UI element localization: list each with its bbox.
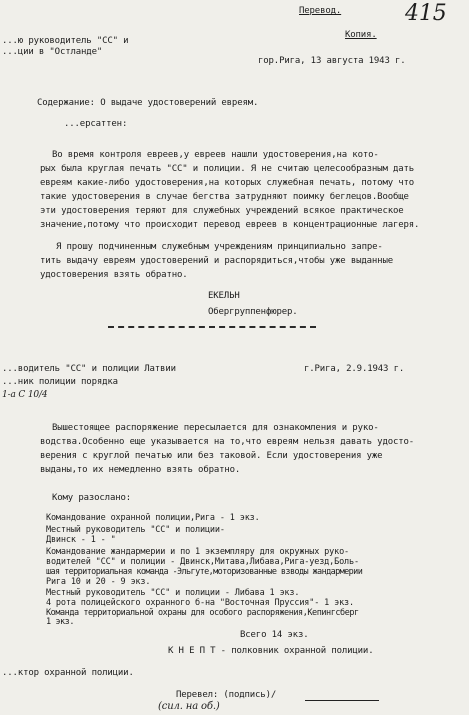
translator-label: Перевел: (подпись)/ (176, 690, 277, 700)
letter2-para1-line: водства.Особенно еще указывается на то,что евреям нельзя давать удосто- (40, 437, 415, 447)
distribution-item: Командование охранной полиции,Рига - 1 экз. (46, 513, 260, 523)
distribution-heading: Кому разослано: (52, 493, 132, 503)
letter2-para1-line: Вышестоящее распоряжение пересылается для ознакомления и руко- (52, 423, 379, 433)
addressee-line-2: ...ции в "Остланде" (2, 47, 103, 57)
page-number: 415 (405, 1, 447, 26)
place-date-2: г.Рига, 2.9.1943 г. (304, 364, 405, 374)
salutation: ...ерсаттен: (64, 119, 128, 129)
distribution-item: Команда территориальной охраны для особого распоряжения,Кепингсберг (46, 608, 359, 618)
total-copies: Всего 14 экз. (240, 630, 309, 640)
section-divider (108, 326, 316, 328)
distribution-item: Двинск - 1 - " (46, 535, 116, 545)
subject-line: Содержание: О выдаче удостоверений евреям. (37, 98, 259, 108)
signature-line (305, 700, 379, 701)
place-date-1: гор.Рига, 13 августа 1943 г. (258, 56, 406, 66)
letter1-para1-line: такие удостоверения в случае бегства затрудняют поимку беглецов.Вообще (40, 192, 409, 202)
addressee-line-1: ...ю руководитель "СС" и (2, 36, 129, 46)
distribution-item: Местный руководитель "СС" и полиции - Либава 1 экз. (46, 588, 300, 598)
letter2-header-line-2: ...ник полиции порядка (2, 377, 118, 387)
letter1-para2-line: Я прошу подчиненным служебным учреждениям принципиально запре- (56, 242, 383, 252)
letter1-para1-line: Во время контроля евреев,у евреев нашли удостоверения,на кото- (52, 150, 379, 160)
signer-rank: Обергруппенфюрер. (208, 307, 298, 317)
distribution-item: 1 экз. (46, 617, 75, 627)
perevod-label: Перевод. (299, 6, 342, 16)
letter1-para1-line: эти удостоверения теряют для служебных учреждений всякое практическое (40, 206, 404, 216)
letter2-footer-left: ...ктор охранной полиции. (2, 668, 134, 678)
handwritten-note: (сил. на об.) (158, 701, 220, 712)
letter1-para2-line: тить выдачу евреям удостоверений и распорядиться,чтобы уже выданные (40, 256, 393, 266)
distribution-item: Командование жандармерии и по 1 экземпляру для окружных руко- (46, 547, 350, 557)
letter1-para1-line: евреям какие-либо удостоверения,на которых служебная печать, потому что (40, 178, 415, 188)
letter2-header-line-1: ...водитель "СС" и полиции Латвии (2, 364, 176, 374)
distribution-item: 4 рота полицейского охранного б-на "Восточная Пруссия"- 1 экз. (46, 598, 354, 608)
distribution-item: водителей "СС" и полиции - Двинск,Митава,Либава,Рига-уезд,Боль- (46, 557, 359, 567)
letter1-para1-line: значение,потому что происходит перевод евреев в концентрационные лагеря. (40, 220, 420, 230)
distribution-item: шая территориальная команда -Эльгуте,моторизованные взводы жандармерии (46, 567, 363, 577)
letter2-para1-line: верения с круглой печатью или без таковой. Если удостоверения уже (40, 451, 383, 461)
letter2-signature: К Н Е П Т - полковник охранной полиции. (168, 646, 374, 656)
distribution-item: Рига 10 и 20 - 9 экз. (46, 577, 151, 587)
letter2-header-line-3: 1-a С 10/4 (2, 390, 48, 400)
letter2-para1-line: выданы,то их немедленно взять обратно. (40, 465, 241, 475)
letter1-para2-line: удостоверения взять обратно. (40, 270, 188, 280)
kopiya-label: Копия. (345, 30, 377, 40)
letter1-para1-line: рых была круглая печать "СС" и полиции. Я не считаю целесообразным дать (40, 164, 415, 174)
signer-name: ЕКЕЛЬН (208, 291, 240, 301)
distribution-item: Местный руководитель "СС" и полиции- (46, 525, 225, 535)
